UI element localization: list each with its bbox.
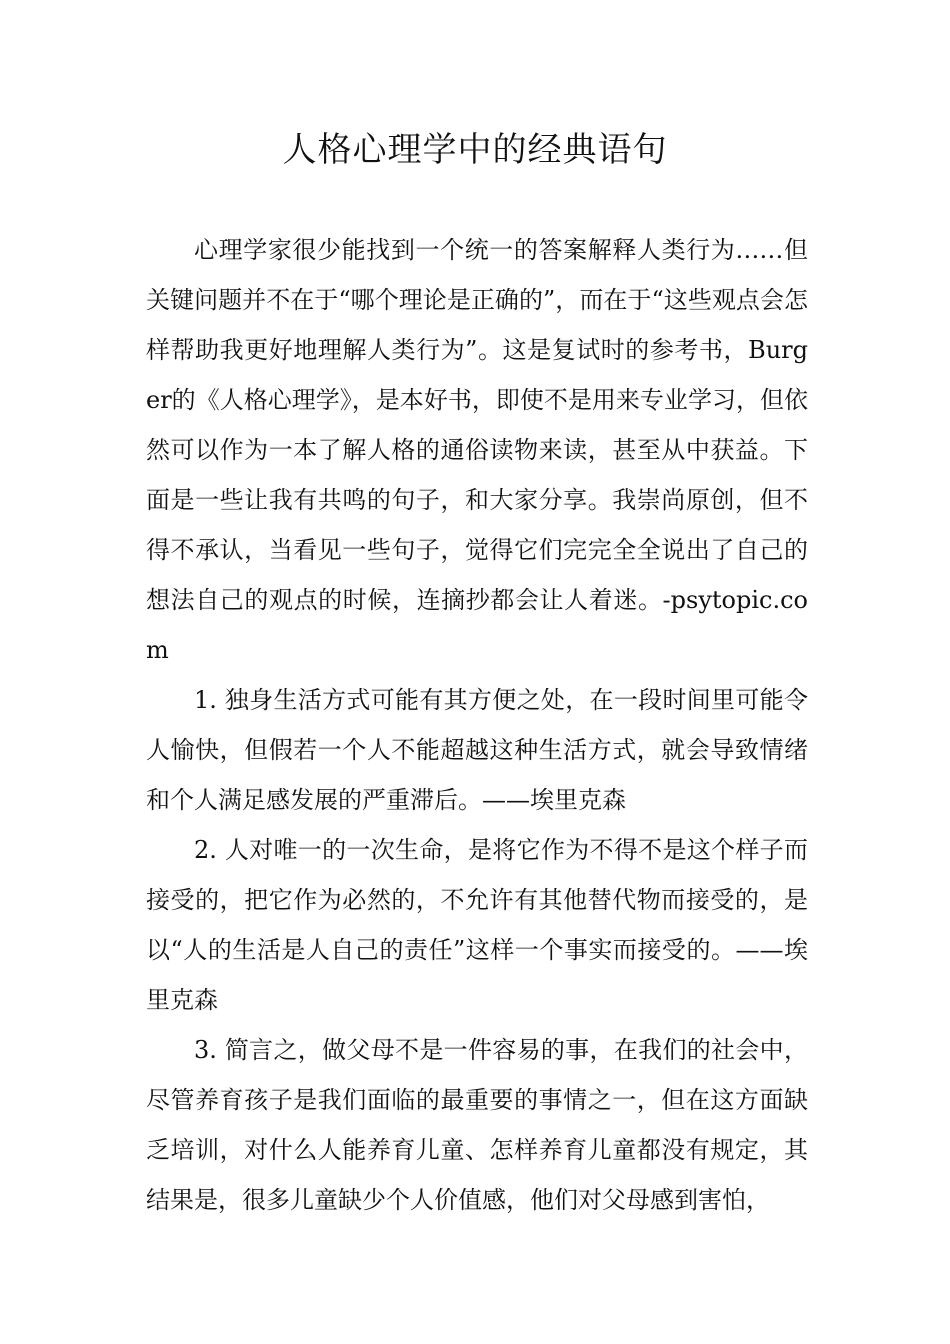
intro-paragraph: 心理学家很少能找到一个统一的答案解释人类行为……但关键问题并不在于“哪个理论是正确的”，而在于“这些观点会怎样帮助我更好地理解人类行为”。这是复试时的参考书，Burger的《人格心理学》，是本好书，即使不是用来专业学习，但依然可以作为一本了解人格的通俗读物来读，甚至从中获益。下面是一些让我有共鸣的句子，和大家分享。我崇尚原创，但不得不承认，当看见一些句子，觉得它们完完全全说出了自己的想法自己的观点的时候，连摘抄都会让人着迷。-psytopic.com — [146, 236, 808, 664]
quote-1-paragraph: 1. 独身生活方式可能有其方便之处，在一段时间里可能令人愉快，但假若一个人不能超越这种生活方式，就会导致情绪和个人满足感发展的严重滞后。——埃里克森 — [146, 686, 808, 814]
document-body — [146, 225, 808, 1225]
quote-2-paragraph: 2. 人对唯一的一次生命，是将它作为不得不是这个样子而接受的，把它作为必然的，不允许有其他替代物而接受的，是以“人的生活是人自己的责任”这样一个事实而接受的。——埃里克森 — [146, 836, 808, 1014]
document-title: 人格心理学中的经典语句 — [282, 130, 668, 170]
quote-3-paragraph: 3. 简言之，做父母不是一件容易的事，在我们的社会中，尽管养育孩子是我们面临的最重要的事情之一，但在这方面缺乏培训，对什么人能养育儿童、怎样养育儿童都没有规定，其结果是，很多儿童缺少个人价值感，他们对父母感到害怕， — [146, 1036, 808, 1214]
